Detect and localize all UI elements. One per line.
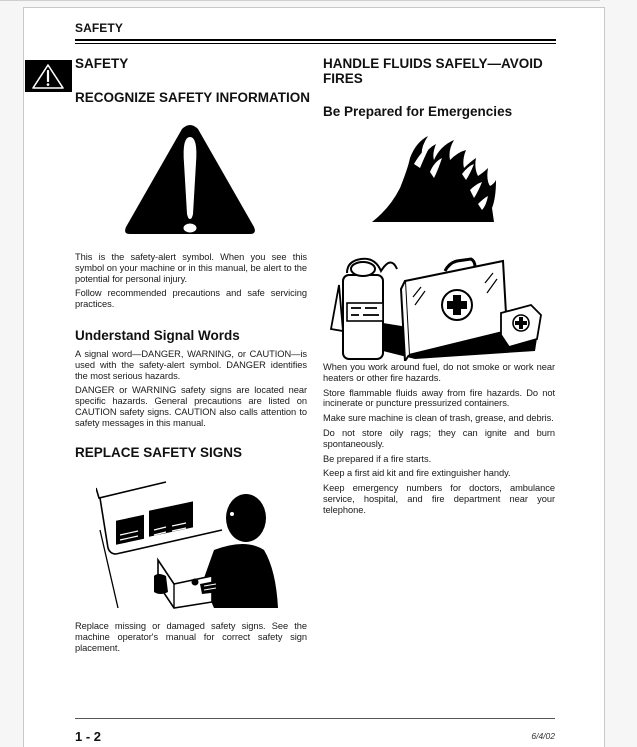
heading-handle-fluids-safely: HANDLE FLUIDS SAFELY—AVOID FIRES <box>323 56 543 86</box>
running-header: SAFETY <box>75 21 123 35</box>
fluids-safety-text <box>323 362 555 516</box>
replace-signs-text <box>75 621 307 653</box>
heading-recognize-safety-information: RECOGNIZE SAFETY INFORMATION <box>75 90 311 105</box>
paragraph: Replace missing or damaged safety signs. See the machine operator's manual for correct safety sign placement. <box>75 621 307 653</box>
section-tab-warning-icon <box>25 60 72 92</box>
safety-alert-symbol-icon <box>122 123 258 241</box>
footer-date: 6/4/02 <box>531 731 555 741</box>
signal-words-text <box>75 349 307 429</box>
paragraph: DANGER or WARNING safety signs are located near specific hazards. General precautions are listed on CAUTION safety signs. CAUTION also calls attention to safety messages in this manual. <box>75 385 307 428</box>
heading-be-prepared-for-emergencies: Be Prepared for Emergencies <box>323 104 513 119</box>
paragraph: Make sure machine is clean of trash, grease, and debris. <box>323 413 554 424</box>
section-title: SAFETY <box>75 56 129 71</box>
footer-rule <box>75 718 555 719</box>
viewer-top-edge <box>0 0 600 1</box>
paragraph: Be prepared if a fire starts. <box>323 453 432 464</box>
paragraph: Follow recommended precautions and safe servicing practices. <box>75 288 307 310</box>
page-number: 1 - 2 <box>75 729 102 744</box>
paragraph: Keep a first aid kit and fire extinguisher handy. <box>323 468 511 479</box>
recognize-text <box>75 252 307 310</box>
flames-illustration <box>370 128 500 228</box>
header-double-rule <box>75 39 556 44</box>
person-reading-manual-illustration <box>96 480 301 617</box>
heading-understand-signal-words: Understand Signal Words <box>75 328 240 343</box>
paragraph: Store flammable fluids away from fire hazards. Do not incinerate or puncture pressurized containers. <box>323 387 555 409</box>
paragraph: When you work around fuel, do not smoke or work near heaters or other fire hazards. <box>323 362 555 383</box>
heading-replace-safety-signs: REPLACE SAFETY SIGNS <box>75 445 243 460</box>
paragraph: A signal word—DANGER, WARNING, or CAUTION—is used with the safety-alert symbol. DANGER identifies the most serious hazards. <box>75 349 307 381</box>
paragraph: This is the safety-alert symbol. When you see this symbol on your machine or in this manual, be alert to the potential for personal injury. <box>75 252 307 284</box>
paragraph: Do not store oily rags; they can ignite and burn spontaneously. <box>323 427 555 449</box>
paragraph: Keep emergency numbers for doctors, ambulance service, hospital, and fire department near your telephone. <box>323 483 555 515</box>
extinguisher-and-first-aid-kit-illustration <box>325 243 545 366</box>
